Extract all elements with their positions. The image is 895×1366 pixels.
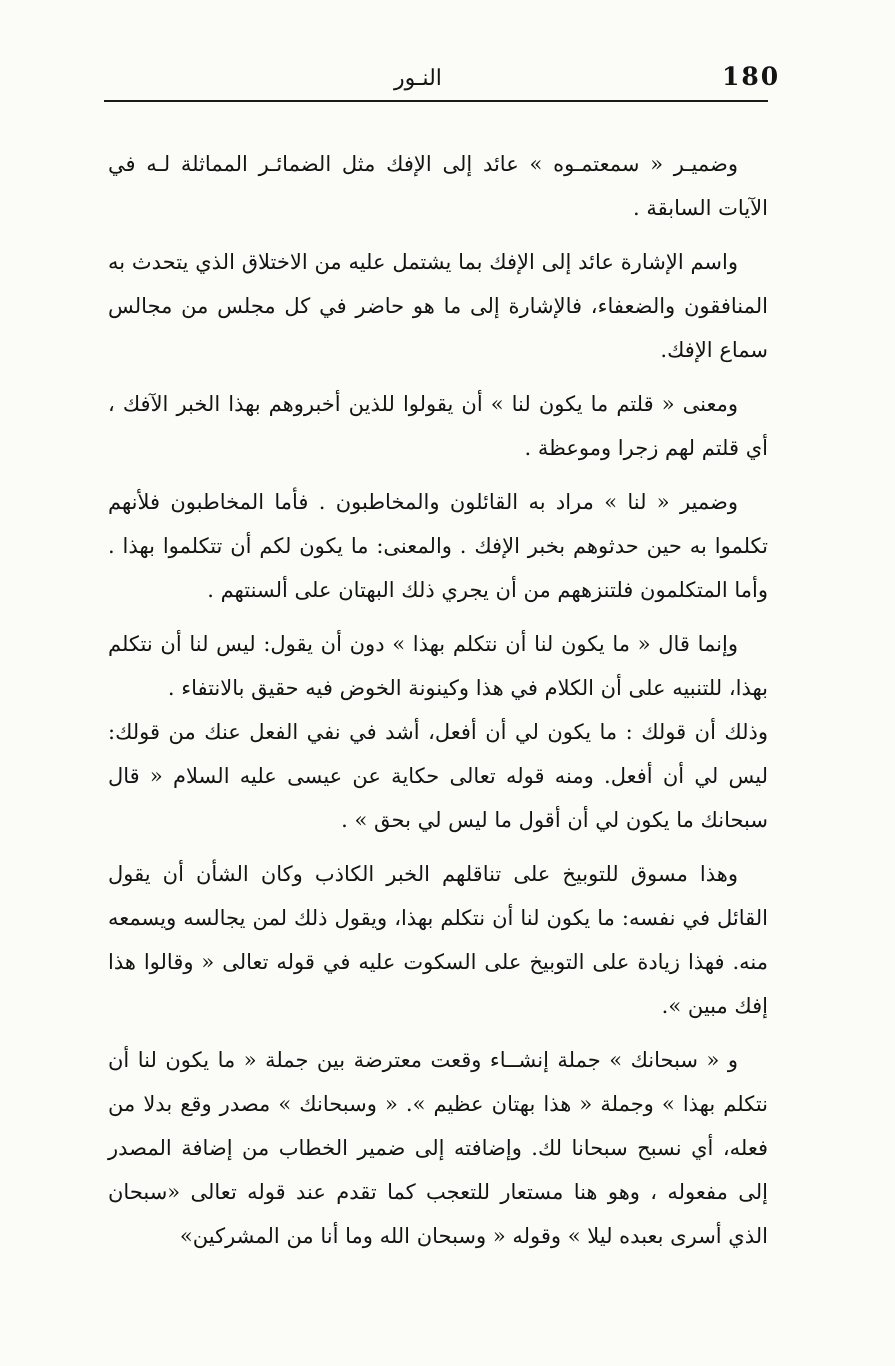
page-number: 180: [722, 62, 781, 91]
paragraph: وإنما قال « ما يكون لنا أن نتكلم بهذا » دون أن يقول: ليس لنا أن نتكلم بهذا، للتنبيه على أن الكلام في هذا وكينونة الخوض فيه حقيق بالانتفاء .: [108, 632, 768, 700]
page-header: [104, 58, 781, 102]
header-rule: [104, 100, 768, 102]
paragraph: ومعنى « قلتم ما يكون لنا » أن يقولوا للذين أخبروهم بهذا الخبر الآفك ، أي قلتم لهم زجرا وموعظة .: [108, 392, 768, 460]
paragraph: واسم الإشارة عائد إلى الإفك بما يشتمل عليه من الاختلاق الذي يتحدث به المنافقون والضعفاء، فالإشارة إلى ما هو حاضر في كل مجلس من مجالس سماع الإفك.: [108, 250, 768, 362]
paragraph: وذلك أن قولك : ما يكون لي أن أفعل، أشد في نفي الفعل عنك من قولك: ليس لي أن أفعل. ومنه قوله تعالى حكاية عن عيسى عليه السلام « قال سبحانك ما يكون لي أن أقول ما ليس لي بحق » .: [108, 720, 768, 832]
paragraph: وضمير « لنا » مراد به القائلون والمخاطبون . فأما المخاطبون فلأنهم تكلموا به حين حدثوهم بخبر الإفك . والمعنى: ما يكون لكم أن تتكلموا بهذا . وأما المتكلمون فلتنزههم من أن يجري ذلك البهتان على ألسنتهم .: [108, 490, 768, 602]
body-text: [108, 142, 768, 1268]
running-title: النـور: [394, 66, 442, 91]
paragraph: وضميـر « سمعتمـوه » عائد إلى الإفك مثل الضمائـر المماثلة لـه في الآيات السابقة .: [108, 152, 768, 220]
paragraph: وهذا مسوق للتوبيخ على تناقلهم الخبر الكاذب وكان الشأن أن يقول القائل في نفسه: ما يكون لنا أن نتكلم بهذا، ويقول ذلك لمن يجالسه ويسمعه منه. فهذا زيادة على التوبيخ على السكوت عليه في قوله تعالى « وقالوا هذا إفك مبين ».: [108, 862, 768, 1018]
paragraph: و « سبحانك » جملة إنشــاء وقعت معترضة بين جملة « ما يكون لنا أن نتكلم بهذا » وجملة « هذا بهتان عظيم ». « وسبحانك » مصدر وقع بدلا من فعله، أي نسبح سبحانا لك. وإضافته إلى ضمير الخطاب من إضافة المصدر إلى مفعوله ، وهو هنا مستعار للتعجب كما تقدم عند قوله تعالى «سبحان الذي أسرى بعبده ليلا » وقوله « وسبحان الله وما أنا من المشركين»: [108, 1048, 768, 1248]
